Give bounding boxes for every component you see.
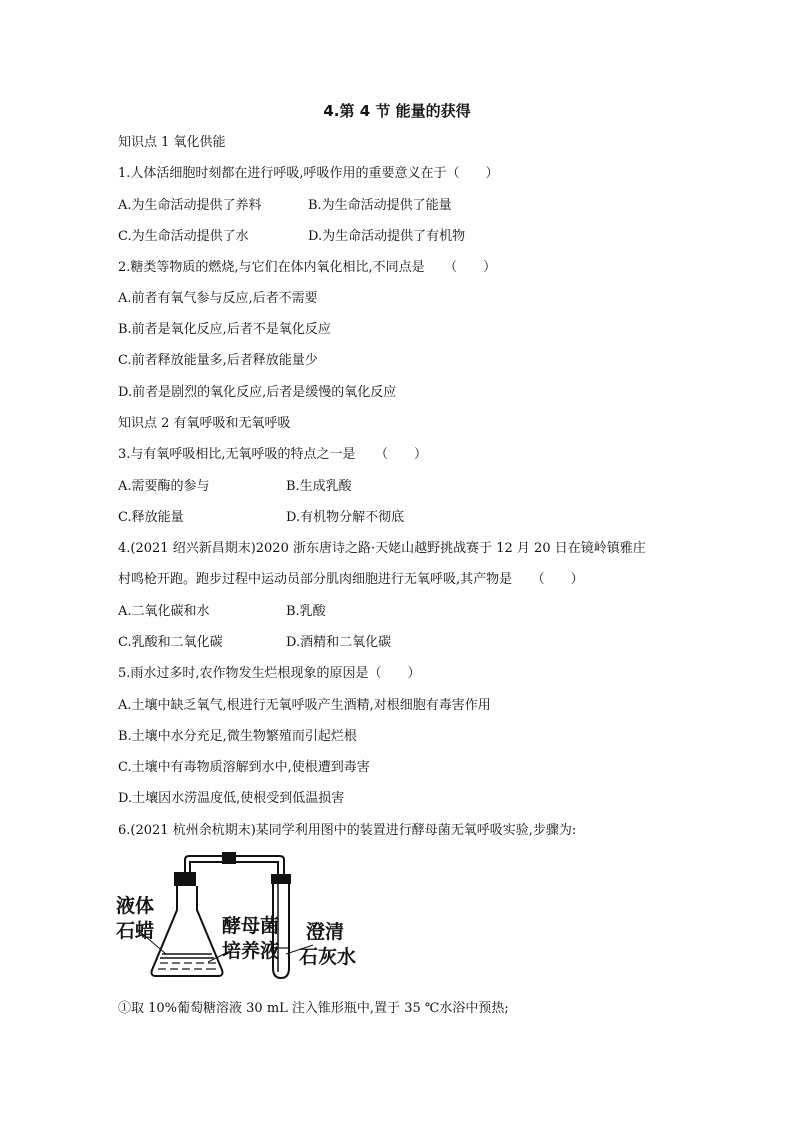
question-2-option-b: B.前者是氧化反应,后者不是氧化反应 bbox=[118, 322, 331, 337]
experiment-apparatus-figure bbox=[116, 850, 366, 982]
question-1-option-d: D.为生命活动提供了有机物 bbox=[308, 229, 466, 244]
question-1-options-row-1 bbox=[118, 196, 452, 216]
question-4-stem-line-1: 4.(2021 绍兴新昌期末)2020 浙东唐诗之路·天姥山越野挑战赛于 12 月 20 日在镜岭镇雅庄 bbox=[118, 541, 646, 556]
question-6-step-1: ①取 10%葡萄糖溶液 30 mL 注入锥形瓶中,置于 35 ℃水浴中预热; bbox=[118, 1001, 509, 1016]
question-5-stem: 5.雨水过多时,农作物发生烂根现象的原因是（ ） bbox=[118, 666, 421, 681]
label-liquid-line-2: 石蜡 bbox=[116, 920, 155, 942]
question-4-option-b: B.乳酸 bbox=[286, 604, 326, 619]
question-3-option-b: B.生成乳酸 bbox=[286, 479, 352, 494]
question-4-options-row-1 bbox=[118, 602, 326, 622]
question-3-stem: 3.与有氧呼吸相比,无氧呼吸的特点之一是 （ ） bbox=[118, 447, 428, 462]
question-4-option-c: C.乳酸和二氧化碳 bbox=[118, 635, 223, 650]
question-4-stem-line-2: 村鸣枪开跑。跑步过程中运动员部分肌肉细胞进行无氧呼吸,其产物是 （ ） bbox=[118, 572, 584, 587]
label-clear-line-2: 石灰水 bbox=[299, 946, 357, 968]
section-heading-2: 知识点 2 有氧呼吸和无氧呼吸 bbox=[118, 416, 291, 431]
question-1-option-a: A.为生命活动提供了养料 bbox=[118, 198, 262, 213]
question-5-option-c: C.土壤中有毒物质溶解到水中,使根遭到毒害 bbox=[118, 760, 370, 775]
question-3-options-row-2 bbox=[118, 508, 405, 528]
question-3-options-row-1 bbox=[118, 477, 352, 497]
tube-clamp bbox=[222, 852, 236, 864]
page-title: 4.第 4 节 能量的获得 bbox=[323, 102, 471, 120]
question-5-option-b: B.土壤中水分充足,微生物繁殖而引起烂根 bbox=[118, 729, 357, 744]
question-4-option-d: D.酒精和二氧化碳 bbox=[286, 635, 392, 650]
question-4-options-row-2 bbox=[118, 633, 392, 653]
question-5-option-d: D.土壤因水涝温度低,使根受到低温损害 bbox=[118, 791, 345, 806]
section-heading-1: 知识点 1 氧化供能 bbox=[118, 135, 226, 150]
label-liquid-line-1: 液体 bbox=[116, 895, 155, 917]
question-1-options-row-2 bbox=[118, 227, 466, 247]
question-1-option-c: C.为生命活动提供了水 bbox=[118, 229, 249, 244]
question-2-option-d: D.前者是剧烈的氧化反应,后者是缓慢的氧化反应 bbox=[118, 385, 397, 400]
question-1-stem: 1.人体活细胞时刻都在进行呼吸,呼吸作用的重要意义在于（ ） bbox=[118, 166, 499, 181]
question-3-option-d: D.有机物分解不彻底 bbox=[286, 510, 405, 525]
test-tube-stopper bbox=[271, 874, 291, 884]
label-clear-line-1: 澄清 bbox=[306, 921, 345, 943]
flask-stopper bbox=[174, 872, 196, 886]
question-3-option-c: C.释放能量 bbox=[118, 510, 184, 525]
question-4-option-a: A.二氧化碳和水 bbox=[118, 604, 210, 619]
question-1-option-b: B.为生命活动提供了能量 bbox=[308, 198, 452, 213]
question-2-option-a: A.前者有氧气参与反应,后者不需要 bbox=[118, 291, 318, 306]
label-yeast-line-1: 酵母菌 bbox=[222, 915, 280, 937]
culture-liquid bbox=[158, 963, 216, 969]
question-5-option-a: A.土壤中缺乏氧气,根进行无氧呼吸产生酒精,对根细胞有毒害作用 bbox=[118, 698, 491, 713]
question-6-stem: 6.(2021 杭州余杭期末)某同学利用图中的装置进行酵母菌无氧呼吸实验,步骤为: bbox=[118, 823, 577, 838]
question-3-option-a: A.需要酶的参与 bbox=[118, 479, 210, 494]
question-2-stem: 2.糖类等物质的燃烧,与它们在体内氧化相比,不同点是 （ ） bbox=[118, 260, 497, 275]
label-yeast-line-2: 培养液 bbox=[222, 940, 280, 962]
question-2-option-c: C.前者释放能量多,后者释放能量少 bbox=[118, 353, 318, 368]
